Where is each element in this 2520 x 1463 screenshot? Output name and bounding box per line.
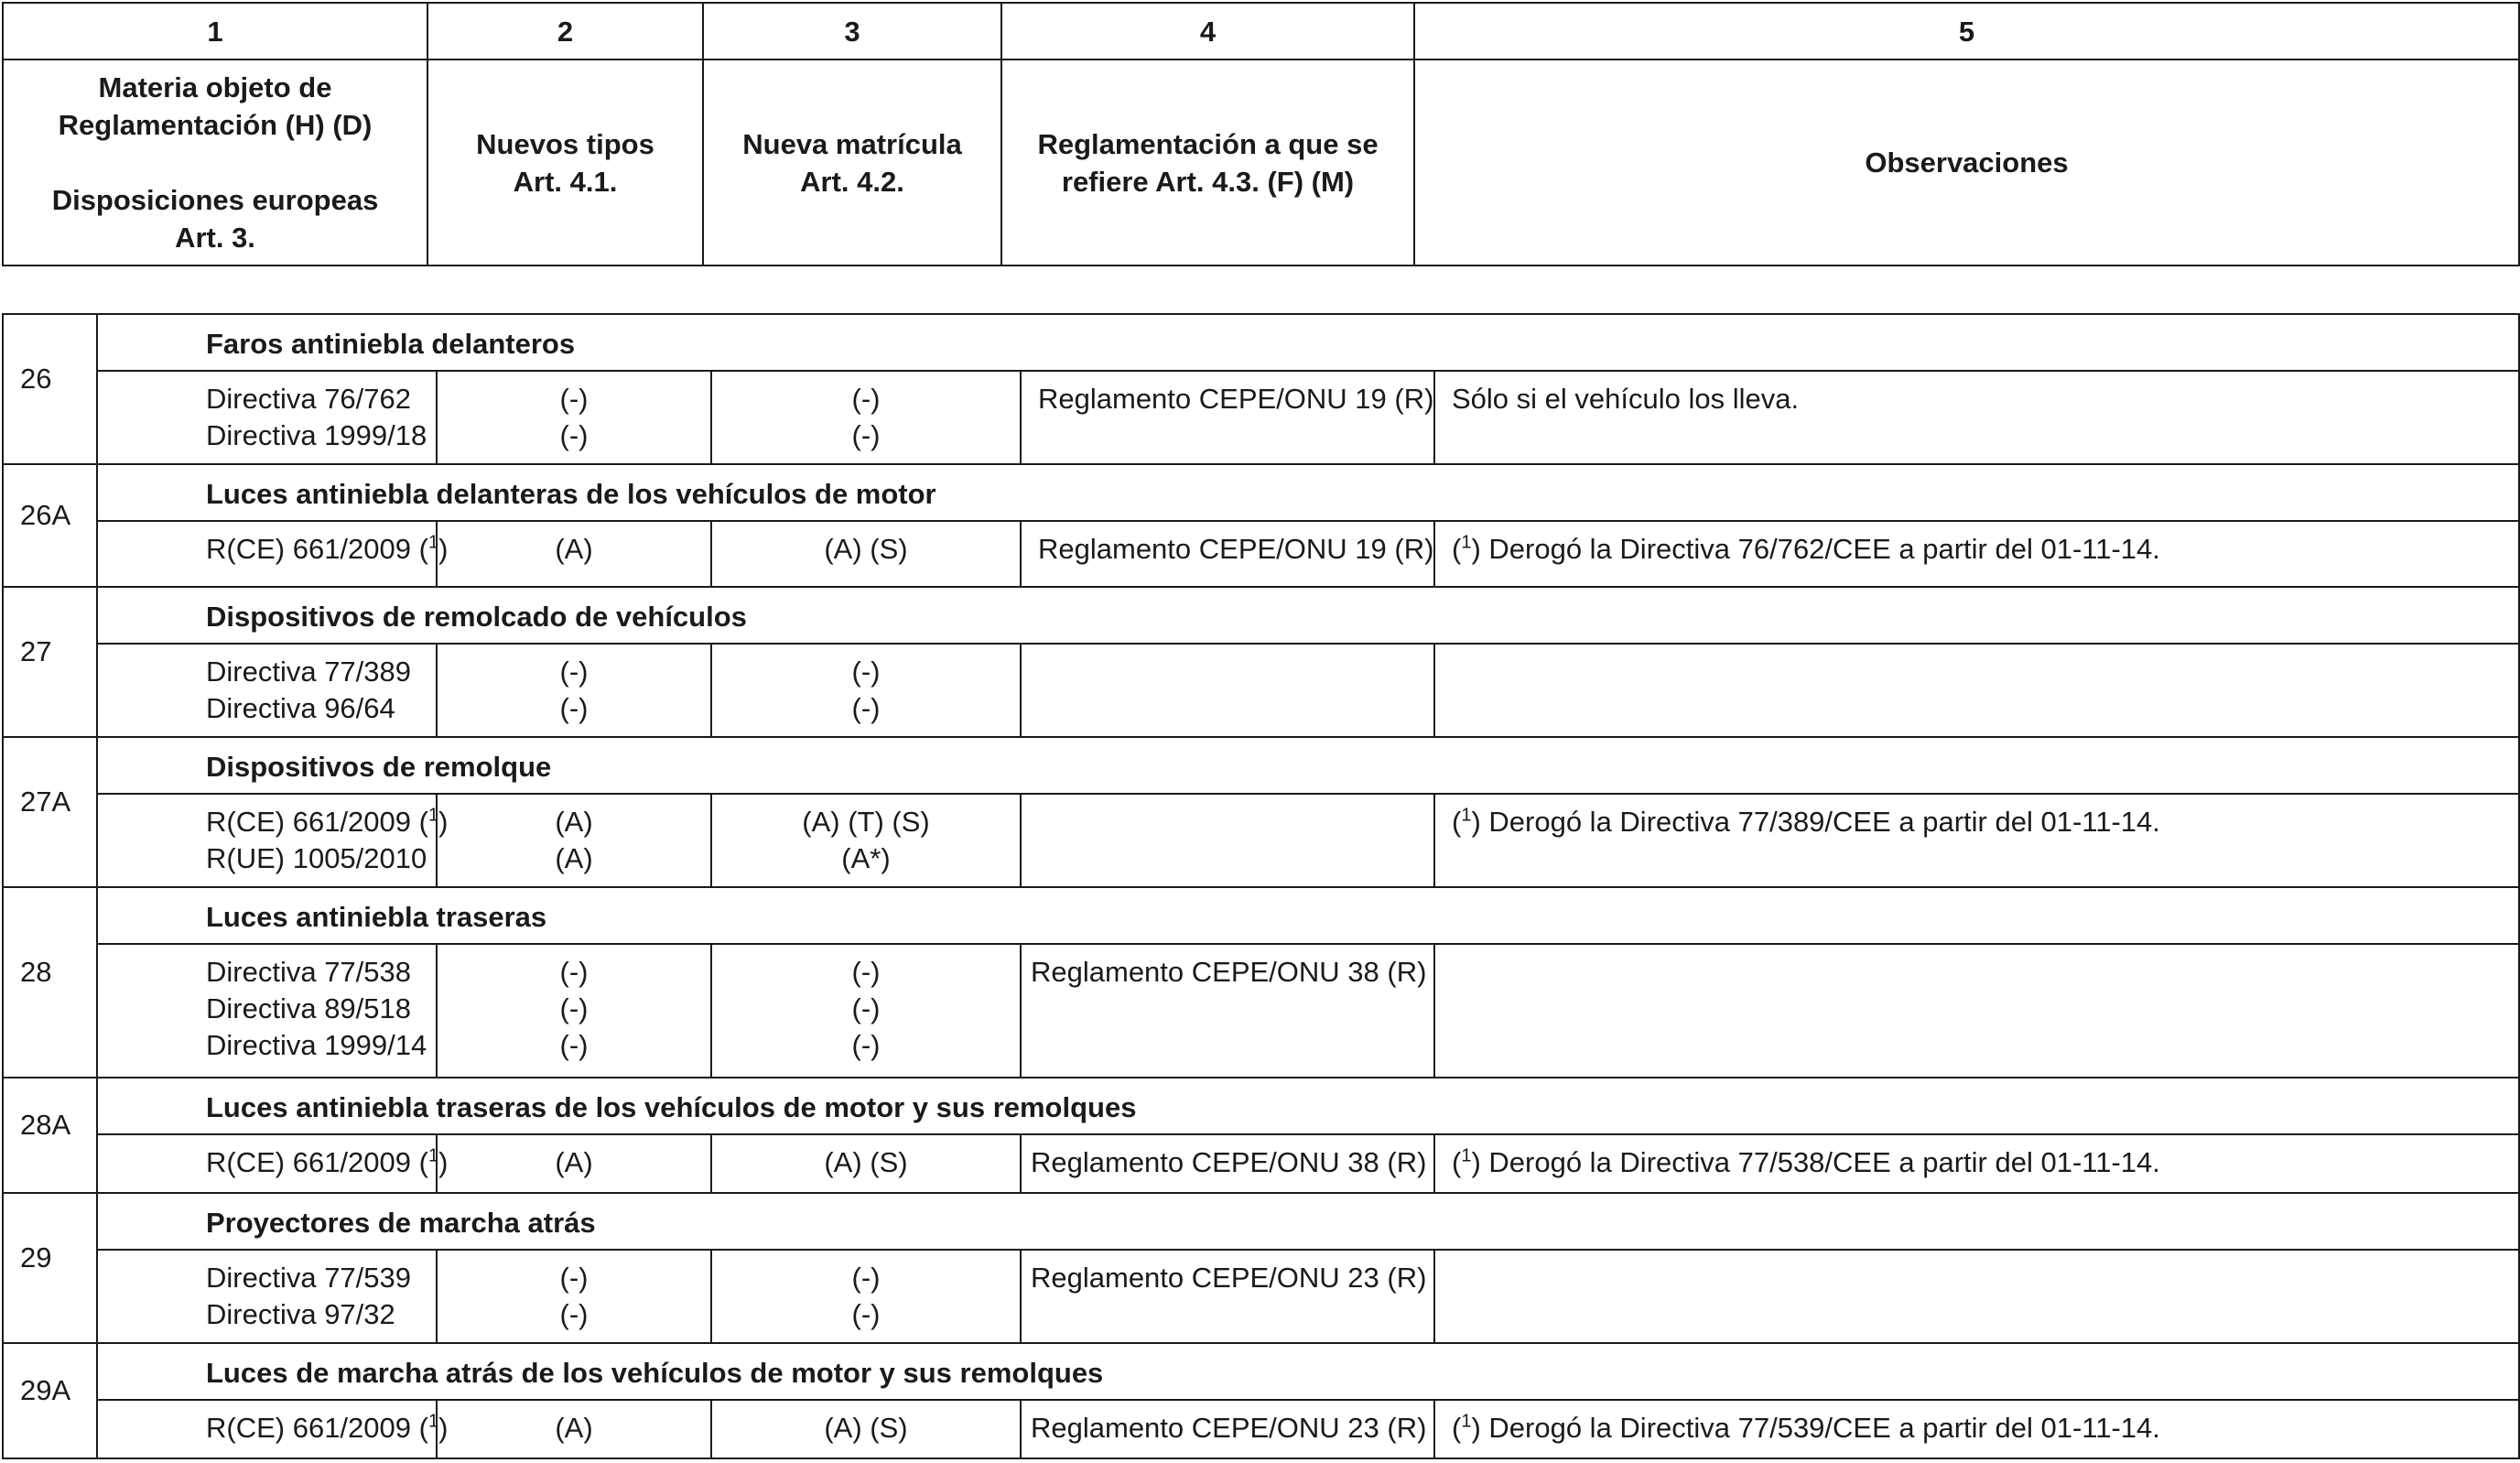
disposicion-cell [97,1250,437,1343]
cell-line: (A) [555,806,593,838]
cell-line: Reglamento CEPE/ONU 23 (R) [1031,1262,1427,1294]
observaciones-cell [1434,1134,2519,1193]
reglamentacion-cell [1021,521,1434,587]
nueva-matricula-cell [711,521,1021,587]
nueva-matricula-cell [711,371,1021,464]
disposicion-cell [97,521,449,587]
cell-line: Reglamento CEPE/ONU 38 (R) [1031,956,1427,988]
table-row [3,1400,2519,1458]
cell-line: (A) (S) [824,1146,908,1178]
section-title-row [3,1343,2519,1400]
section-title-row [3,1078,2519,1134]
nuevos-tipos-cell [437,521,711,587]
disposicion-cell [97,1400,449,1458]
cell-line: Directiva 96/64 [206,692,395,724]
header-text: Materia objeto de [98,71,332,103]
nueva-matricula-cell [711,1250,1021,1343]
section-number: 29 [3,1193,97,1343]
header-text: Art. 4.2. [800,165,904,198]
section-title-row [3,314,2519,371]
reglamentacion-cell [1021,1134,1434,1193]
observaciones-cell [1434,644,2519,737]
table-row [3,1134,2519,1193]
cell-line: (-) [559,956,589,988]
nuevos-tipos-cell [437,644,711,737]
column-title-observaciones: Observaciones [1414,60,2519,266]
reglamentacion-cell [1021,1250,1434,1343]
disposicion-cell [97,644,437,737]
cell-line: (-) [851,692,881,724]
cell-line: (-) [851,1029,881,1061]
cell-line: ($^1$) Derogó la Directiva 77/389/CEE a partir del 01-11-14. [1452,805,2160,838]
cell-line: Directiva 1999/18 [206,419,427,451]
column-title-nuevos-tipos [427,60,703,266]
section-title: Dispositivos de remolcado de vehículos [97,587,2519,644]
disposicion-cell [97,794,449,887]
cell-line: (-) [851,383,881,415]
cell-line: Reglamento CEPE/ONU 23 (R) [1031,1412,1427,1444]
column-number: 2 [427,3,703,60]
section-title: Luces antiniebla traseras de los vehículos de motor y sus remolques [97,1078,2519,1134]
section-title: Luces de marcha atrás de los vehículos de motor y sus remolques [97,1343,2519,1400]
cell-line: (-) [559,383,589,415]
nueva-matricula-cell [711,1134,1021,1193]
observaciones-cell [1434,521,2519,587]
reglamentacion-cell [1021,944,1434,1078]
column-title-materia [3,60,427,266]
cell-line: (A) (T) (S) [802,806,930,838]
table-row [3,794,2519,887]
section-title-row [3,464,2519,521]
nueva-matricula-cell [711,794,1021,887]
cell-line: Directiva 77/538 [206,956,412,988]
section-number: 27A [3,737,97,887]
section-title-row [3,1193,2519,1250]
section-title: Dispositivos de remolque [97,737,2519,794]
section-title: Faros antiniebla delanteros [97,314,2519,371]
header-text: Reglamentación a que se [1037,127,1379,160]
cell-line: Reglamento CEPE/ONU 19 (R) [1038,533,1434,565]
cell-line: (-) [851,419,881,451]
cell-line: (-) [559,1298,589,1330]
table-row [3,644,2519,737]
column-title-row [3,60,2519,266]
nueva-matricula-cell [711,1400,1021,1458]
table-row [3,371,2519,464]
nuevos-tipos-cell [437,794,711,887]
header-table [2,2,2520,266]
section-number: 26 [3,314,97,464]
cell-line: (-) [559,992,589,1024]
column-title-reglamentacion [1001,60,1414,266]
header-text: Reglamentación (H) (D) [58,109,373,141]
table-row [3,521,2519,587]
nuevos-tipos-cell [437,1400,711,1458]
observaciones-cell [1434,944,2519,1078]
cell-line: Reglamento CEPE/ONU 19 (R) [1038,383,1434,415]
reglamentacion-cell [1021,371,1434,464]
section-number: 26A [3,464,97,587]
cell-line: Directiva 1999/14 [206,1029,427,1061]
nuevos-tipos-cell [437,371,711,464]
cell-line: (A) [555,1146,593,1178]
nuevos-tipos-cell [437,944,711,1078]
cell-line: (-) [559,692,589,724]
observaciones-cell [1434,1400,2519,1458]
section-title-row [3,737,2519,794]
header-text: Art. 3. [175,222,255,254]
section-title: Luces antiniebla delanteras de los vehículos de motor [97,464,2519,521]
cell-line: (-) [851,956,881,988]
reglamentacion-cell [1021,644,1434,737]
nuevos-tipos-cell [437,1250,711,1343]
cell-line: (A) [555,1412,593,1444]
cell-line: Directiva 77/539 [206,1262,412,1294]
section-number: 29A [3,1343,97,1458]
cell-line: (-) [851,992,881,1024]
cell-line: (-) [851,656,881,688]
cell-line: (-) [559,419,589,451]
header-text: refiere Art. 4.3. (F) (M) [1061,165,1355,198]
cell-line: (A) (S) [824,533,908,565]
cell-line: (-) [851,1298,881,1330]
cell-line: Directiva 97/32 [206,1298,395,1330]
header-text: Nuevos tipos [476,127,654,160]
disposicion-cell [97,944,437,1078]
section-title: Proyectores de marcha atrás [97,1193,2519,1250]
table-row [3,944,2519,1078]
nueva-matricula-cell [711,944,1021,1078]
cell-line: R(CE) 661/2009 ($^1$) [206,805,449,838]
cell-line: ($^1$) Derogó la Directiva 76/762/CEE a partir del 01-11-14. [1452,532,2160,565]
disposicion-cell [97,371,437,464]
column-number: 5 [1414,3,2519,60]
column-number: 3 [703,3,1001,60]
column-number-row [3,3,2519,60]
cell-line: ($^1$) Derogó la Directiva 77/539/CEE a partir del 01-11-14. [1452,1411,2160,1444]
table-row [3,1250,2519,1343]
cell-line: (A*) [841,842,891,874]
cell-line: (A) [555,533,593,565]
cell-line: (-) [851,1262,881,1294]
cell-line: R(CE) 661/2009 ($^1$) [206,1411,449,1444]
cell-line: R(UE) 1005/2010 [206,842,427,874]
section-number: 28 [3,887,97,1078]
section-number: 28A [3,1078,97,1193]
column-number: 1 [3,3,427,60]
cell-line: Directiva 89/518 [206,992,412,1024]
section-title-row [3,587,2519,644]
section-number: 27 [3,587,97,737]
section-title-row [3,887,2519,944]
cell-line: Directiva 77/389 [206,656,412,688]
column-number: 4 [1001,3,1414,60]
header-text: Disposiciones europeas [51,184,379,216]
section-title: Luces antiniebla traseras [97,887,2519,944]
cell-line: Directiva 76/762 [206,383,412,415]
regulation-table [2,313,2520,1459]
cell-line: (-) [559,1029,589,1061]
observaciones-cell [1434,794,2519,887]
header-text: Nueva matrícula [742,127,962,160]
cell-line: (-) [559,1262,589,1294]
cell-line: Sólo si el vehículo los lleva. [1452,383,1800,415]
observaciones-cell [1434,371,2519,464]
reglamentacion-cell [1021,1400,1434,1458]
cell-line: R(CE) 661/2009 ($^1$) [206,532,449,565]
disposicion-cell [97,1134,449,1193]
reglamentacion-cell [1021,794,1434,887]
header-text: Art. 4.1. [513,165,618,198]
cell-line: (A) [555,842,593,874]
cell-line: ($^1$) Derogó la Directiva 77/538/CEE a partir del 01-11-14. [1452,1145,2160,1178]
cell-line: R(CE) 661/2009 ($^1$) [206,1145,449,1178]
cell-line: Reglamento CEPE/ONU 38 (R) [1031,1146,1427,1178]
nuevos-tipos-cell [437,1134,711,1193]
column-title-nueva-matricula [703,60,1001,266]
observaciones-cell [1434,1250,2519,1343]
cell-line: (-) [559,656,589,688]
nueva-matricula-cell [711,644,1021,737]
cell-line: (A) (S) [824,1412,908,1444]
